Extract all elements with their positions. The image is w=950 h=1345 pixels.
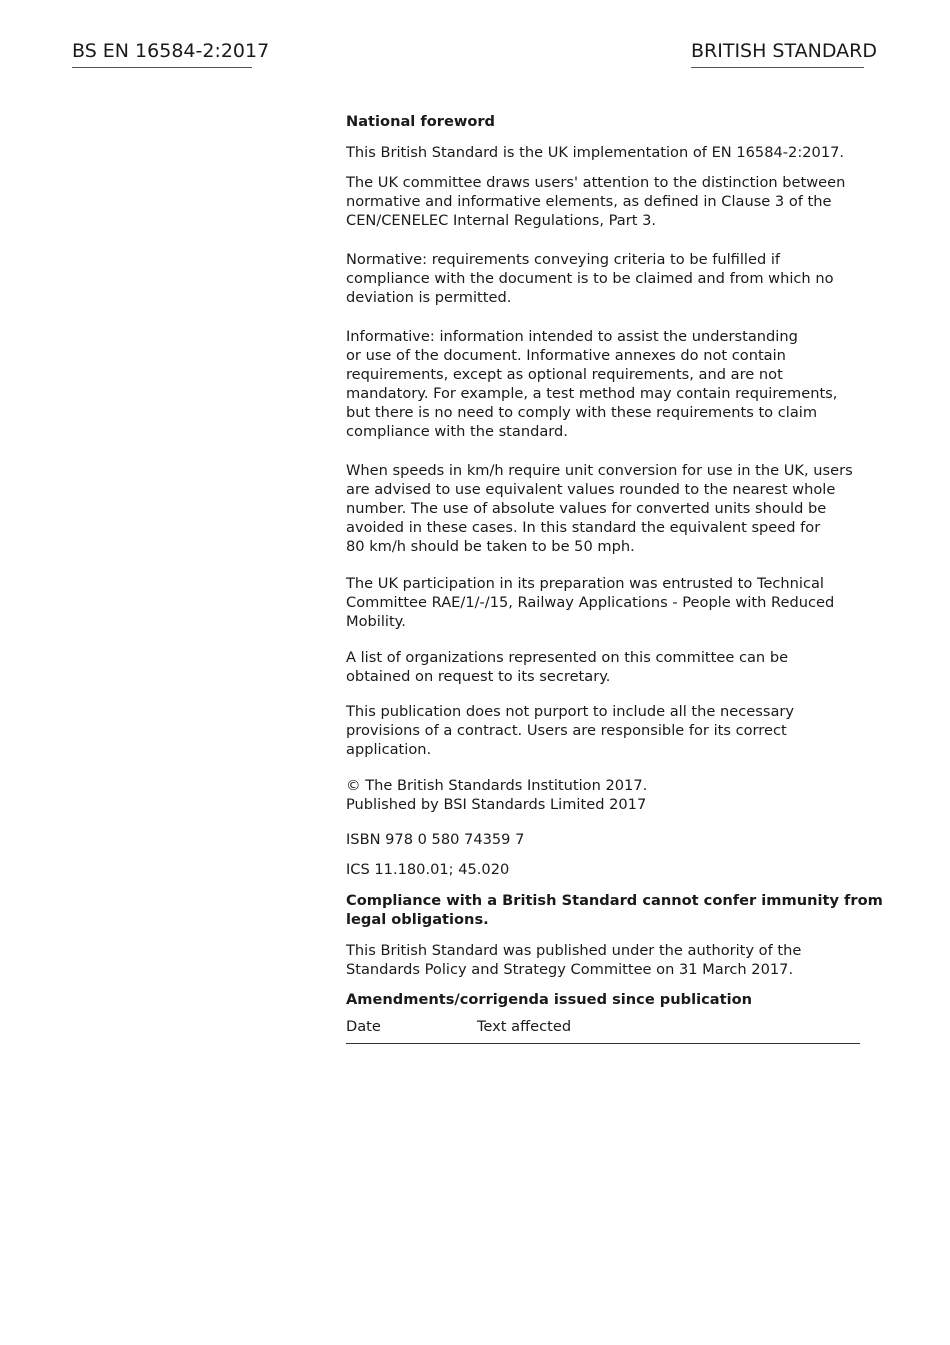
participation-line: Mobility.: [346, 613, 406, 630]
compliance-line: legal obligations.: [346, 911, 489, 928]
authority-line: Standards Policy and Strategy Committee on 31 March 2017.: [346, 961, 794, 978]
ics-code: ICS 11.180.01; 45.020: [346, 861, 510, 878]
header-doc-id: BS EN 16584-2:2017: [72, 38, 252, 68]
informative-line: compliance with the standard.: [346, 423, 568, 440]
speeds-line: are advised to use equivalent values rounded to the nearest whole: [346, 481, 836, 498]
informative-line: mandatory. For example, a test method may contain requirements,: [346, 385, 838, 402]
speeds-line: avoided in these cases. In this standard the equivalent speed for: [346, 519, 821, 536]
attention-line: The UK committee draws users' attention to the distinction between: [346, 174, 846, 191]
contract-line: application.: [346, 741, 432, 758]
publisher-line: Published by BSI Standards Limited 2017: [346, 796, 647, 813]
participation-line: The UK participation in its preparation was entrusted to Technical: [346, 575, 824, 592]
normative-line: deviation is permitted.: [346, 289, 512, 306]
informative-line: Informative: information intended to assist the understanding: [346, 328, 798, 345]
speeds-line: When speeds in km/h require unit conversion for use in the UK, users: [346, 462, 853, 479]
compliance-line: Compliance with a British Standard cannot confer immunity from: [346, 892, 883, 909]
organizations-line: obtained on request to its secretary.: [346, 668, 611, 685]
normative-line: compliance with the document is to be claimed and from which no: [346, 270, 834, 287]
speeds-line: number. The use of absolute values for converted units should be: [346, 500, 827, 517]
foreword-intro: This British Standard is the UK implementation of EN 16584-2:2017.: [346, 144, 845, 161]
informative-line: requirements, except as optional requirements, and are not: [346, 366, 783, 383]
amendments-table: [346, 1017, 860, 1044]
contract-line: This publication does not purport to include all the necessary: [346, 703, 795, 720]
informative-line: or use of the document. Informative annexes do not contain: [346, 347, 786, 364]
contract-line: provisions of a contract. Users are responsible for its correct: [346, 722, 787, 739]
speeds-line: 80 km/h should be taken to be 50 mph.: [346, 538, 635, 555]
amendments-title: Amendments/corrigenda issued since publication: [346, 991, 752, 1008]
amendments-column-date: Date: [346, 1018, 381, 1035]
copyright-line: © The British Standards Institution 2017.: [346, 777, 648, 794]
participation-line: Committee RAE/1/-/15, Railway Applications - People with Reduced: [346, 594, 835, 611]
organizations-line: A list of organizations represented on this committee can be: [346, 649, 789, 666]
header-series-title: BRITISH STANDARD: [691, 38, 864, 68]
attention-line: normative and informative elements, as defined in Clause 3 of the: [346, 193, 832, 210]
isbn: ISBN 978 0 580 74359 7: [346, 831, 525, 848]
attention-line: CEN/CENELEC Internal Regulations, Part 3.: [346, 212, 657, 229]
amendments-column-text-affected: Text affected: [477, 1018, 572, 1035]
normative-line: Normative: requirements conveying criteria to be fulfilled if: [346, 251, 781, 268]
informative-line: but there is no need to comply with these requirements to claim: [346, 404, 818, 421]
foreword-title: National foreword: [346, 113, 496, 130]
authority-line: This British Standard was published under the authority of the: [346, 942, 802, 959]
